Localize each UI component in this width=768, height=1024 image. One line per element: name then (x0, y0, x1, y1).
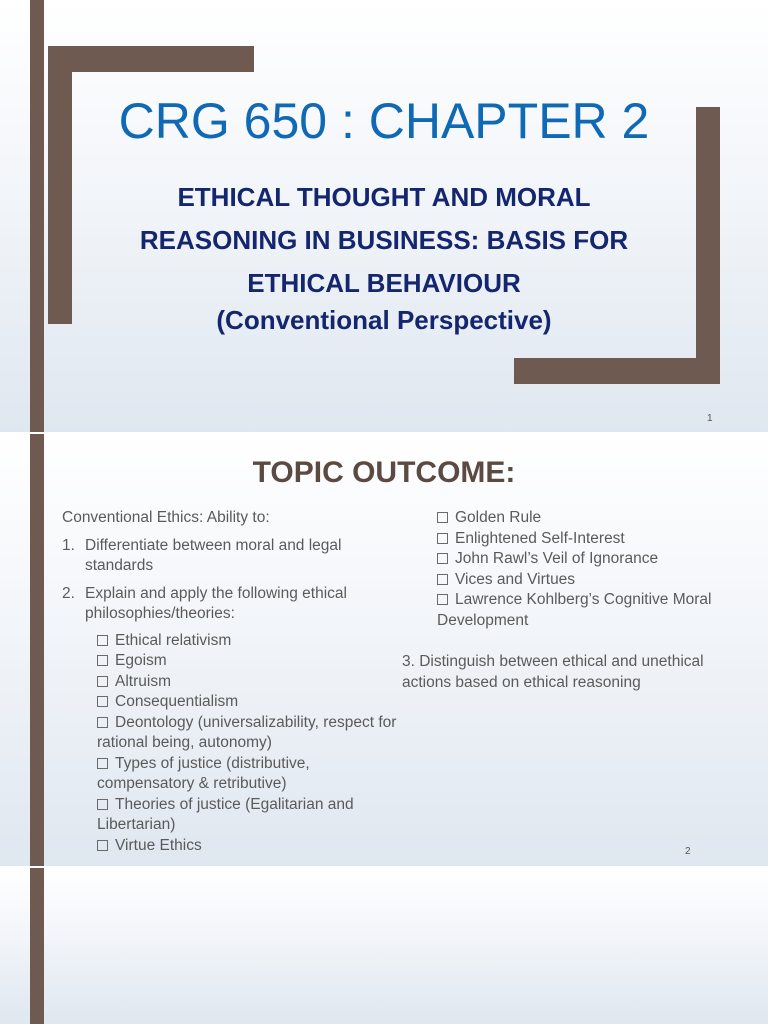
theory-item (437, 549, 747, 570)
page-number: 2 (685, 846, 691, 857)
checkbox-bullet-icon (437, 594, 448, 605)
outcome-text: Explain and apply the following ethical philosophies/theories: (85, 584, 347, 622)
theory-item (437, 590, 747, 631)
theories-list-continued (402, 508, 747, 631)
theory-item (97, 713, 407, 754)
checkbox-bullet-icon (437, 512, 448, 523)
checkbox-bullet-icon (437, 574, 448, 585)
theory-item (97, 631, 407, 652)
outcome-item (62, 536, 407, 577)
theory-label: Altruism (115, 672, 171, 690)
checkbox-bullet-icon (437, 533, 448, 544)
page-number: 1 (707, 413, 713, 424)
theory-item (437, 529, 747, 550)
left-accent-bar (30, 0, 44, 432)
intro-text: Conventional Ethics: Ability to: (62, 509, 270, 526)
theory-item (97, 651, 407, 672)
theory-item (97, 754, 407, 795)
theory-label: John Rawl’s Veil of Ignorance (455, 550, 659, 567)
theory-label: Enlightened Self-Interest (455, 529, 625, 547)
checkbox-bullet-icon (97, 635, 108, 646)
theory-label: Lawrence Kohlberg’s Cognitive Moral Development (437, 591, 712, 629)
checkbox-bullet-icon (437, 553, 448, 564)
theories-list (62, 631, 407, 857)
outcome-number: 2. (62, 584, 75, 602)
subtitle-line: REASONING IN BUSINESS: BASIS FOR (139, 225, 629, 255)
theory-item (97, 672, 407, 693)
theory-label: Consequentialism (115, 693, 239, 710)
theory-item (97, 692, 407, 713)
checkbox-bullet-icon (97, 799, 108, 810)
theory-label: Egoism (115, 652, 167, 669)
theory-item (97, 795, 407, 836)
slide-title: CRG 650 : CHAPTER 2 (118, 93, 650, 149)
subtitle-line: ETHICAL THOUGHT AND MORAL (177, 182, 591, 212)
theory-label: Golden Rule (455, 509, 542, 526)
theory-label: Deontology (universalizability, respect for rational being, autonomy) (97, 713, 397, 751)
checkbox-bullet-icon (97, 717, 108, 728)
right-column (402, 508, 747, 693)
slide-subtitle (90, 176, 678, 305)
theory-item (437, 570, 747, 591)
theory-item (97, 836, 407, 857)
theory-label: Vices and Virtues (455, 570, 576, 588)
slide-3 (0, 868, 768, 1024)
left-accent-bar (30, 868, 44, 1024)
perspective-label: (Conventional Perspective) (216, 305, 552, 335)
bottom-right-bracket (514, 358, 720, 384)
theory-label: Types of justice (distributive, compensatory & retributive) (97, 754, 310, 792)
checkbox-bullet-icon (97, 758, 108, 769)
slide-2 (0, 434, 768, 866)
checkbox-bullet-icon (97, 655, 108, 666)
checkbox-bullet-icon (97, 840, 108, 851)
slide-1 (0, 0, 768, 432)
left-column (62, 508, 407, 856)
left-accent-bar (30, 434, 44, 866)
slide-heading: TOPIC OUTCOME: (252, 456, 516, 489)
checkbox-bullet-icon (97, 696, 108, 707)
theory-item (437, 508, 747, 529)
checkbox-bullet-icon (97, 676, 108, 687)
top-left-bracket (48, 46, 254, 72)
subtitle-line: ETHICAL BEHAVIOUR (247, 268, 521, 298)
outcome-number: 1. (62, 536, 75, 554)
theory-label: Ethical relativism (115, 631, 232, 649)
top-left-bracket-vertical (48, 46, 72, 324)
theory-label: Virtue Ethics (115, 836, 202, 854)
outcome-3-text: 3. Distinguish between ethical and unethical actions based on ethical reasoning (402, 653, 704, 691)
outcome-text: Differentiate between moral and legal standards (85, 536, 342, 574)
theory-label: Theories of justice (Egalitarian and Libertarian) (97, 795, 354, 833)
outcome-item (62, 584, 407, 625)
